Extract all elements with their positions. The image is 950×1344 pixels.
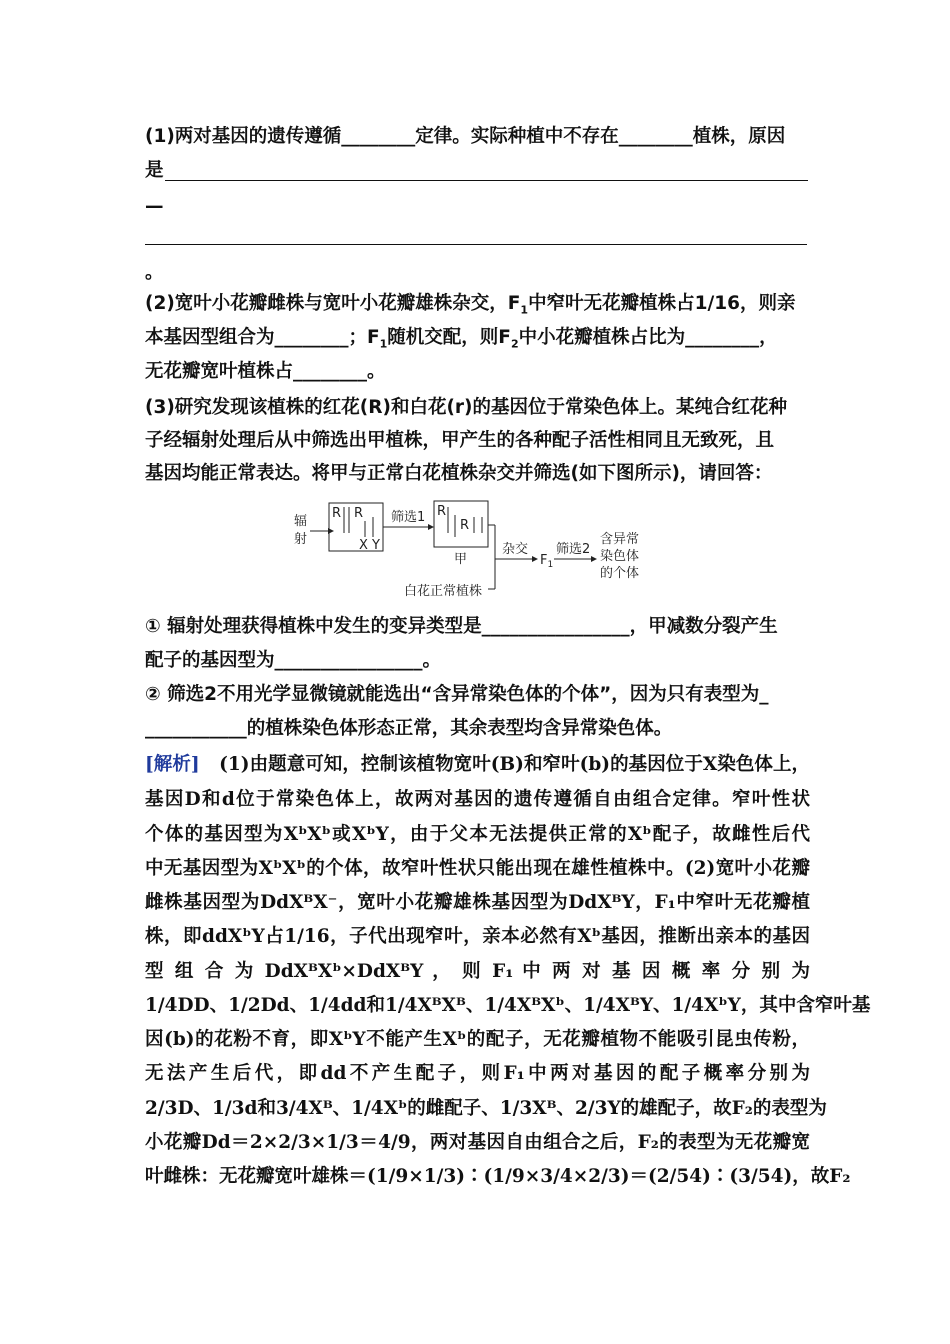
cross-label: 杂交 bbox=[502, 542, 529, 557]
q3-sub2-line-2: ___________的植株染色体形态正常，其余表型均含异常染色体。 bbox=[145, 718, 673, 739]
breeding-diagram bbox=[288, 493, 668, 601]
screen2-label: 筛选2 bbox=[556, 542, 591, 557]
analysis-line-7: 型 组 合 为 DdXᴮXᵇ×DdXᴮY ， 则 F₁ 中 两 对 基 因 概 率 分 别 为 bbox=[145, 961, 810, 982]
analysis-label: [解析] bbox=[145, 754, 200, 775]
answer-blank bbox=[145, 244, 807, 245]
analysis-line-3: 个体的基因型为XᵇXᵇ或XᵇY，由于父本无法提供正常的Xᵇ配子，故雌性后代 bbox=[145, 824, 810, 845]
result-label-3: 的个体 bbox=[600, 566, 640, 581]
q2-line-3: 无花瓣宽叶植株占________。 bbox=[145, 361, 386, 382]
q3-sub1-line-1: ① 辐射处理获得植株中发生的变异类型是________________，甲减数分裂产生 bbox=[145, 616, 778, 637]
jia-label: 甲 bbox=[454, 552, 468, 567]
gene-r-label: R bbox=[354, 506, 364, 521]
result-label-1: 含异常 bbox=[600, 532, 640, 547]
q3-line-3: 基因均能正常表达。将甲与正常白花植株杂交并筛选(如下图所示)，请回答： bbox=[145, 463, 773, 484]
q1-line-3: — bbox=[145, 196, 164, 217]
radiation-label-1: 辐 bbox=[294, 514, 308, 529]
analysis-line-11: 2/3D、1/3d和3/4Xᴮ、1/4Xᵇ的雌配子、1/3Xᴮ、2/3Y的雄配子，故F₂的表型为 bbox=[145, 1098, 827, 1119]
q3-line-2: 子经辐射处理后从中筛选出甲植株，甲产生的各种配子活性相同且无致死，且 bbox=[145, 430, 775, 451]
q1-line-5: 。 bbox=[145, 262, 164, 283]
gene-r-label: R bbox=[460, 518, 470, 533]
white-plant-label: 白花正常植株 bbox=[404, 584, 483, 599]
analysis-line-10: 无法产生后代，即dd不产生配子，则F₁中两对基因的配子概率分别为 bbox=[145, 1063, 810, 1084]
f1-label: $F_1$ bbox=[540, 553, 554, 570]
analysis-line-9: 因(b)的花粉不育，即XᵇY不能产生Xᵇ的配子，无花瓣植物不能吸引昆虫传粉， bbox=[145, 1029, 810, 1050]
analysis-line-2: 基因D和d位于常染色体上，故两对基因的遗传遵循自由组合定律。窄叶性状 bbox=[145, 789, 810, 810]
answer-blank bbox=[165, 180, 808, 181]
xy-label: X Y bbox=[359, 538, 380, 553]
q3-sub1-line-2: 配子的基因型为________________。 bbox=[145, 650, 442, 671]
q1-line-2: 是 bbox=[145, 160, 164, 181]
analysis-line-5: 雌株基因型为DdXᴮX⁻，宽叶小花瓣雄株基因型为DdXᴮY，F₁中窄叶无花瓣植 bbox=[145, 892, 810, 913]
result-label-2: 染色体 bbox=[600, 549, 640, 564]
q3-sub2-line-1: ② 筛选2不用光学显微镜就能选出“含异常染色体的个体”，因为只有表型为_ bbox=[145, 684, 769, 705]
screen1-label: 筛选1 bbox=[391, 510, 426, 525]
q3-line-1: (3)研究发现该植株的红花(R)和白花(r)的基因位于常染色体上。某纯合红花种 bbox=[145, 397, 787, 418]
analysis-line-6: 株，即ddXᵇY占1/16，子代出现窄叶，亲本必然有Xᵇ基因，推断出亲本的基因 bbox=[145, 926, 810, 947]
analysis-line-8: 1/4DD、1/2Dd、1/4dd和1/4XᴮXᴮ、1/4XᴮXᵇ、1/4XᴮY、1/4XᵇY，其中含窄叶基 bbox=[145, 995, 871, 1016]
analysis-line-12: 小花瓣Dd＝2×2/3×1/3＝4/9，两对基因自由组合之后，F₂的表型为无花瓣宽 bbox=[145, 1132, 810, 1153]
q2-line-1: (2)宽叶小花瓣雌株与宽叶小花瓣雄株杂交，$F_1$中窄叶无花瓣植株占1/16，则亲 bbox=[145, 293, 796, 317]
gene-r-label: R bbox=[437, 504, 447, 519]
q1-line-1: (1)两对基因的遗传遵循________定律。实际种植中不存在________植株，原因 bbox=[145, 126, 786, 147]
radiation-label-2: 射 bbox=[294, 532, 308, 547]
analysis-line-1: [解析] (1)由题意可知，控制该植物宽叶(B)和窄叶(b)的基因位于X染色体上， bbox=[145, 754, 810, 775]
q2-line-2: 本基因型组合为________；$F_1$随机交配，则$F_2$中小花瓣植株占比为________， bbox=[145, 327, 778, 351]
gene-r-label: R bbox=[332, 506, 342, 521]
analysis-line-13: 叶雌株：无花瓣宽叶雄株＝(1/9×1/3)∶(1/9×3/4×2/3)＝(2/54)∶(3/54)，故F₂ bbox=[145, 1166, 851, 1187]
analysis-line-4: 中无基因型为XᵇXᵇ的个体，故窄叶性状只能出现在雄性植株中。(2)宽叶小花瓣 bbox=[145, 858, 810, 879]
